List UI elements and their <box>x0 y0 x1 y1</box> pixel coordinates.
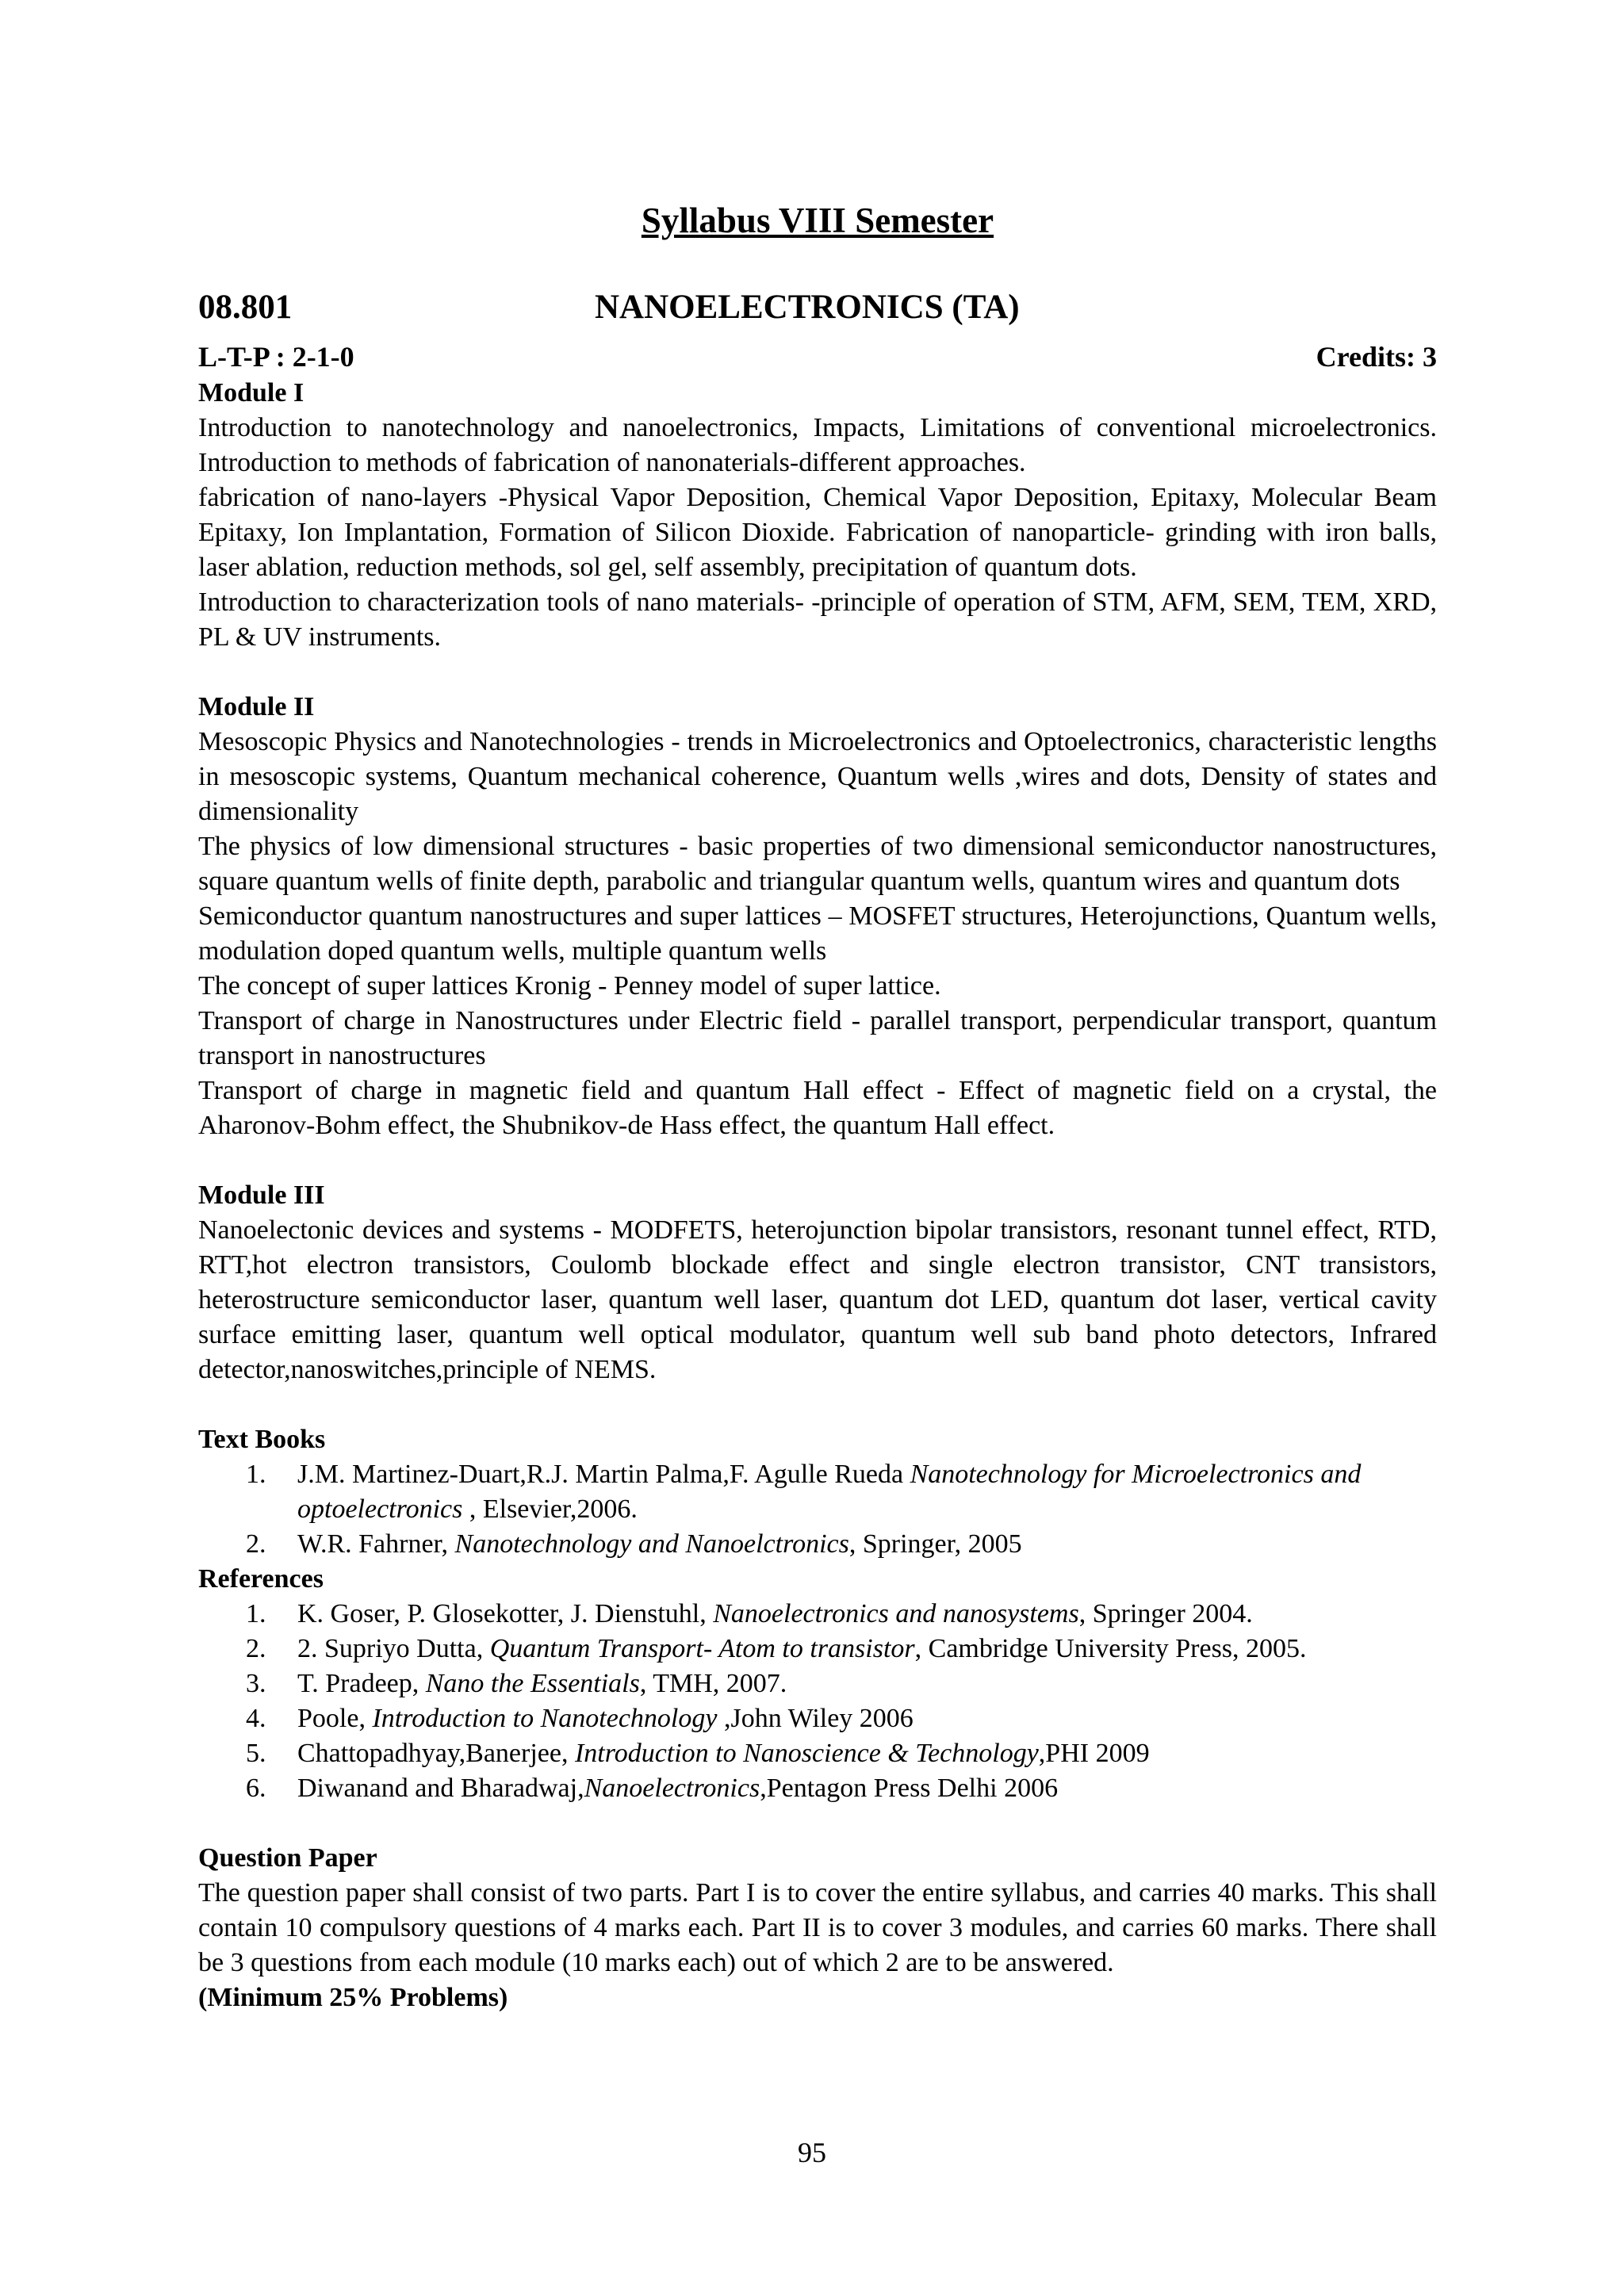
question-paper-note: (Minimum 25% Problems) <box>198 1983 508 2012</box>
module-heading: Module II <box>198 692 315 721</box>
list-item: 5. Chattopadhyay,Banerjee, Introduction to Nanoscience & Technology,PHI 2009 <box>246 1739 1150 1768</box>
module-paragraph: fabrication of nano-layers -Physical Vapor Deposition, Chemical Vapor Deposition, Epitaxy, Molecular Beam Epitaxy, Ion Implantation, Formation of Silicon Dioxide. Fabrication of nanoparticle- grinding with iron balls, laser ablation, reduction methods, sol gel, self assembly, precipitation of quantum dots. <box>198 483 1437 582</box>
text-books-list <box>198 1457 1437 1562</box>
course-name: NANOELECTRONICS (TA) <box>595 289 1020 326</box>
module-paragraph: Transport of charge in magnetic field and quantum Hall effect - Effect of magnetic field on a crystal, the Aharonov-Bohm effect, the Shubnikov-de Hass effect, the quantum Hall effect. <box>198 1076 1437 1140</box>
list-item: 6. Diwanand and Bharadwaj,Nanoelectronics,Pentagon Press Delhi 2006 <box>246 1774 1059 1803</box>
list-item: 1. K. Goser, P. Glosekotter, J. Dienstuhl, Nanoelectronics and nanosystems, Springer 2004. <box>246 1599 1253 1628</box>
module-2 <box>198 690 1437 1143</box>
module-heading: Module I <box>198 378 304 408</box>
ltp-label: L-T-P : 2-1-0 <box>198 341 354 373</box>
module-paragraph: Nanoelectonic devices and systems - MODFETS, heterojunction bipolar transistors, resonant tunnel effect, RTD, RTT,hot electron transistors, Coulomb blockade effect and single electron transistor, CNT transistors, heterostructure semiconductor laser, quantum well laser, quantum dot LED, quantum dot laser, vertical cavity surface emitting laser, quantum well optical modulator, quantum well sub band photo detectors, Infrared detector,nanoswitches,principle of NEMS. <box>198 1215 1437 1384</box>
module-3 <box>198 1178 1437 1387</box>
module-paragraph: Introduction to nanotechnology and nanoelectronics, Impacts, Limitations of conventional microelectronics. Introduction to methods of fabrication of nanonaterials-different approaches. <box>198 413 1437 477</box>
module-paragraph: The concept of super lattices Kronig - Penney model of super lattice. <box>198 971 941 1001</box>
syllabus-page <box>198 198 1437 2015</box>
course-meta <box>198 339 1437 376</box>
module-paragraph: Transport of charge in Nanostructures under Electric field - parallel transport, perpendicular transport, quantum transport in nanostructures <box>198 1006 1437 1070</box>
question-paper <box>198 1841 1437 2015</box>
text-books-heading: Text Books <box>198 1425 326 1454</box>
list-item: 4. Poole, Introduction to Nanotechnology ,John Wiley 2006 <box>246 1704 914 1733</box>
module-paragraph: Introduction to characterization tools of nano materials- -principle of operation of STM, AFM, SEM, TEM, XRD, PL & UV instruments. <box>198 587 1437 652</box>
references-list <box>198 1597 1437 1806</box>
list-item: 2. W.R. Fahrner, Nanotechnology and Nanoelctronics, Springer, 2005 <box>246 1529 1022 1559</box>
list-item: 1. J.M. Martinez-Duart,R.J. Martin Palma,F. Agulle Rueda Nanotechnology for Microelectronics and optoelectronics , Elsevier,2006. <box>246 1460 1362 1524</box>
page-title: Syllabus VIII Semester <box>641 201 994 240</box>
references-heading: References <box>198 1564 324 1594</box>
text-books <box>198 1422 1437 1562</box>
course-header <box>198 290 1437 339</box>
question-paper-heading: Question Paper <box>198 1843 377 1873</box>
list-item: 2. 2. Supriyo Dutta, Quantum Transport- Atom to transistor, Cambridge University Press, 2005. <box>246 1634 1307 1663</box>
module-heading: Module III <box>198 1181 325 1210</box>
module-1 <box>198 376 1437 655</box>
module-paragraph: The physics of low dimensional structures - basic properties of two dimensional semiconductor nanostructures, square quantum wells of finite depth, parabolic and triangular quantum wells, quantum wires and quantum dots <box>198 832 1437 896</box>
list-item: 3. T. Pradeep, Nano the Essentials, TMH, 2007. <box>246 1669 787 1698</box>
module-paragraph: Semiconductor quantum nanostructures and super lattices – MOSFET structures, Heterojunctions, Quantum wells, modulation doped quantum wells, multiple quantum wells <box>198 901 1437 966</box>
module-paragraph: Mesoscopic Physics and Nanotechnologies - trends in Microelectronics and Optoelectronics, characteristic lengths in mesoscopic systems, Quantum mechanical coherence, Quantum wells ,wires and dots, Density of states and dimensionality <box>198 727 1437 826</box>
page-number: 95 <box>798 2137 826 2168</box>
question-paper-text: The question paper shall consist of two parts. Part I is to cover the entire syllabus, and carries 40 marks. This shall contain 10 compulsory questions of 4 marks each. Part II is to cover 3 modules, and carries 60 marks. There shall be 3 questions from each module (10 marks each) out of which 2 are to be answered. <box>198 1878 1437 1977</box>
references <box>198 1562 1437 1806</box>
credits-label: Credits: 3 <box>1316 341 1437 373</box>
course-code: 08.801 <box>198 289 293 326</box>
